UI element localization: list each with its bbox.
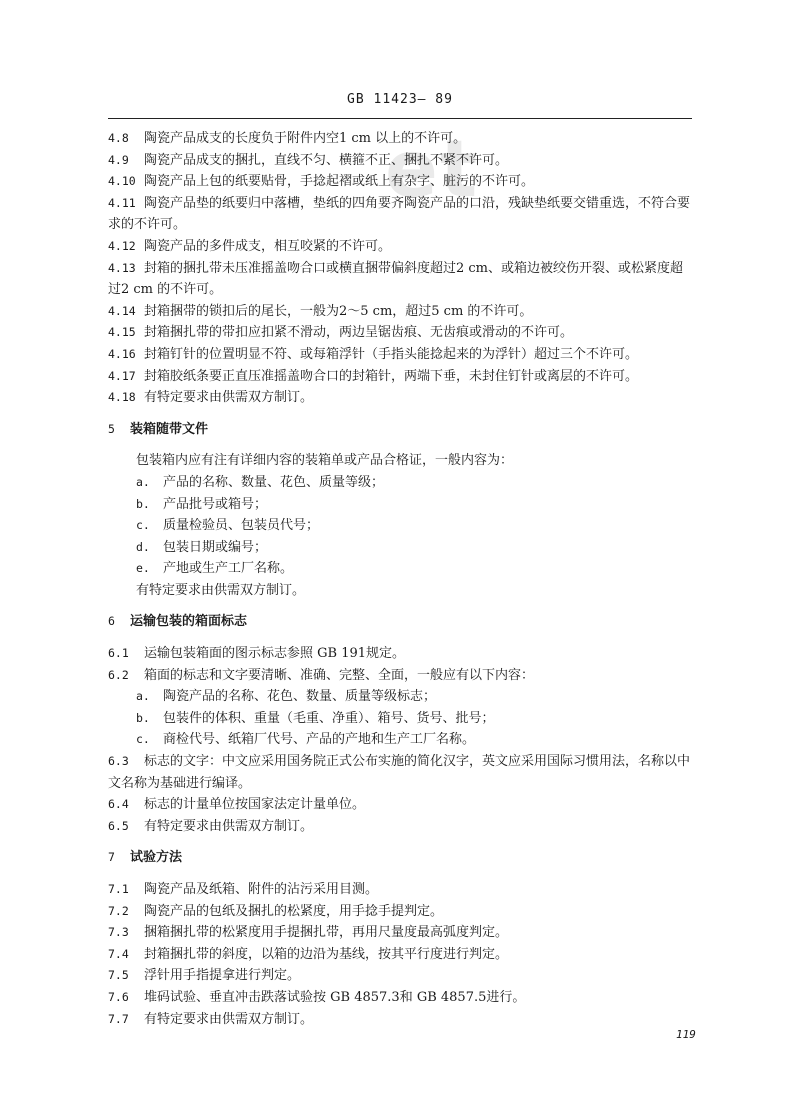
clause-4-10: 4.10 陶瓷产品上包的纸要贴骨，手捻起褶或纸上有杂字、脏污的不许可。 (108, 174, 535, 190)
section-5-item-b: b. 产品批号或箱号； (136, 496, 268, 512)
clause-4-17: 4.17 封箱胶纸条要正直压准摇盖吻合口的封箱针，两端下垂，未封住钉针或离层的不许可。 (108, 368, 639, 384)
clause-6-3: 6.3 标志的文字：中文应采用国务院正式公布实施的简化汉字，英文应采用国际习惯用法，名称以中文名称为基础进行编译。 (108, 754, 691, 791)
watermark: et (385, 125, 480, 215)
section-5-heading: 5 装箱随带文件 (108, 421, 209, 437)
clause-7-1: 7.1 陶瓷产品及纸箱、附件的沾污采用目测。 (108, 882, 379, 897)
clause-4-18: 4.18 有特定要求由供需双方制订。 (108, 390, 314, 406)
clause-6-2-item-c: c. 商检代号、纸箱厂代号、产品的产地和生产工厂名称。 (136, 732, 476, 748)
header-rule (108, 118, 692, 119)
section-5-item-d: d. 包装日期或编号； (136, 539, 268, 555)
page-number: 119 (676, 1028, 696, 1041)
section-5-closing: 有特定要求由供需双方制订。 (136, 582, 306, 598)
clause-6-2-item-a: a. 陶瓷产品的名称、花色、数量、质量等级标志； (136, 689, 437, 705)
clause-6-5: 6.5 有特定要求由供需双方制订。 (108, 818, 314, 834)
section-5-item-e: e. 产地或生产工厂名称。 (136, 561, 294, 577)
clause-7-3: 7.3 捆箱捆扎带的松紧度用手提捆扎带，再用尺量度最高弧度判定。 (108, 925, 509, 941)
standard-code-header: GB 11423— 89 (347, 92, 453, 107)
section-6-heading: 6 运输包装的箱面标志 (108, 614, 248, 630)
clause-7-6: 7.6 堆码试验、垂直冲击跌落试验按 GB 4857.3和 GB 4857.5进行。 (108, 989, 526, 1005)
clause-6-1: 6.1 运输包装箱面的图示标志参照 GB 191规定。 (108, 646, 406, 662)
clause-4-9: 4.9 陶瓷产品成支的捆扎，直线不匀、横箍不正、捆扎不紧不许可。 (108, 152, 509, 168)
clause-4-15: 4.15 封箱捆扎带的带扣应扣紧不滑动，两边呈锯齿痕、无齿痕或滑动的不许可。 (108, 325, 574, 341)
clause-7-7: 7.7 有特定要求由供需双方制订。 (108, 1011, 314, 1027)
section-5-item-a: a. 产品的名称、数量、花色、质量等级； (136, 474, 385, 490)
clause-4-13: 4.13 封箱的捆扎带未压准摇盖吻合口或横直捆带偏斜度超过2 cm、或箱边被绞伤开裂、或松紧度超过2 cm 的不许可。 (108, 260, 684, 298)
clause-4-11: 4.11 陶瓷产品垫的纸要归中落槽，垫纸的四角要齐陶瓷产品的口沿，残缺垫纸要交错重选，不符合要求的不许可。 (108, 195, 691, 233)
section-7-heading: 7 试验方法 (108, 850, 183, 866)
clause-4-16: 4.16 封箱钉针的位置明显不符、或每箱浮针（手指头能捻起来的为浮针）超过三个不许可。 (108, 346, 639, 362)
section-5-intro: 包装箱内应有注有详细内容的装箱单或产品合格证，一般内容为： (136, 453, 514, 469)
clause-7-4: 7.4 封箱捆扎带的斜度，以箱的边沿为基线，按其平行度进行判定。 (108, 946, 509, 962)
clause-7-5: 7.5 浮针用手指提拿进行判定。 (108, 968, 301, 984)
clause-4-14: 4.14 封箱捆带的锁扣后的尾长，一般为2～5 cm，超过5 cm 的不许可。 (108, 303, 533, 319)
clause-6-4: 6.4 标志的计量单位按国家法定计量单位。 (108, 797, 366, 813)
clause-6-2: 6.2 箱面的标志和文字要清晰、准确、完整、全面，一般应有以下内容： (108, 667, 535, 683)
clause-4-12: 4.12 陶瓷产品的多件成支，相互咬紧的不许可。 (108, 238, 392, 254)
clause-6-2-item-b: b. 包装件的体积、重量（毛重、净重）、箱号、货号、批号； (136, 710, 495, 726)
clause-7-2: 7.2 陶瓷产品的包纸及捆扎的松紧度，用手捻手提判定。 (108, 903, 444, 919)
clause-4-8: 4.8 陶瓷产品成支的长度负于附件内空1 cm 以上的不许可。 (108, 131, 467, 146)
document-body (108, 128, 694, 1030)
section-5-item-c: c. 质量检验员、包装员代号； (136, 518, 320, 534)
